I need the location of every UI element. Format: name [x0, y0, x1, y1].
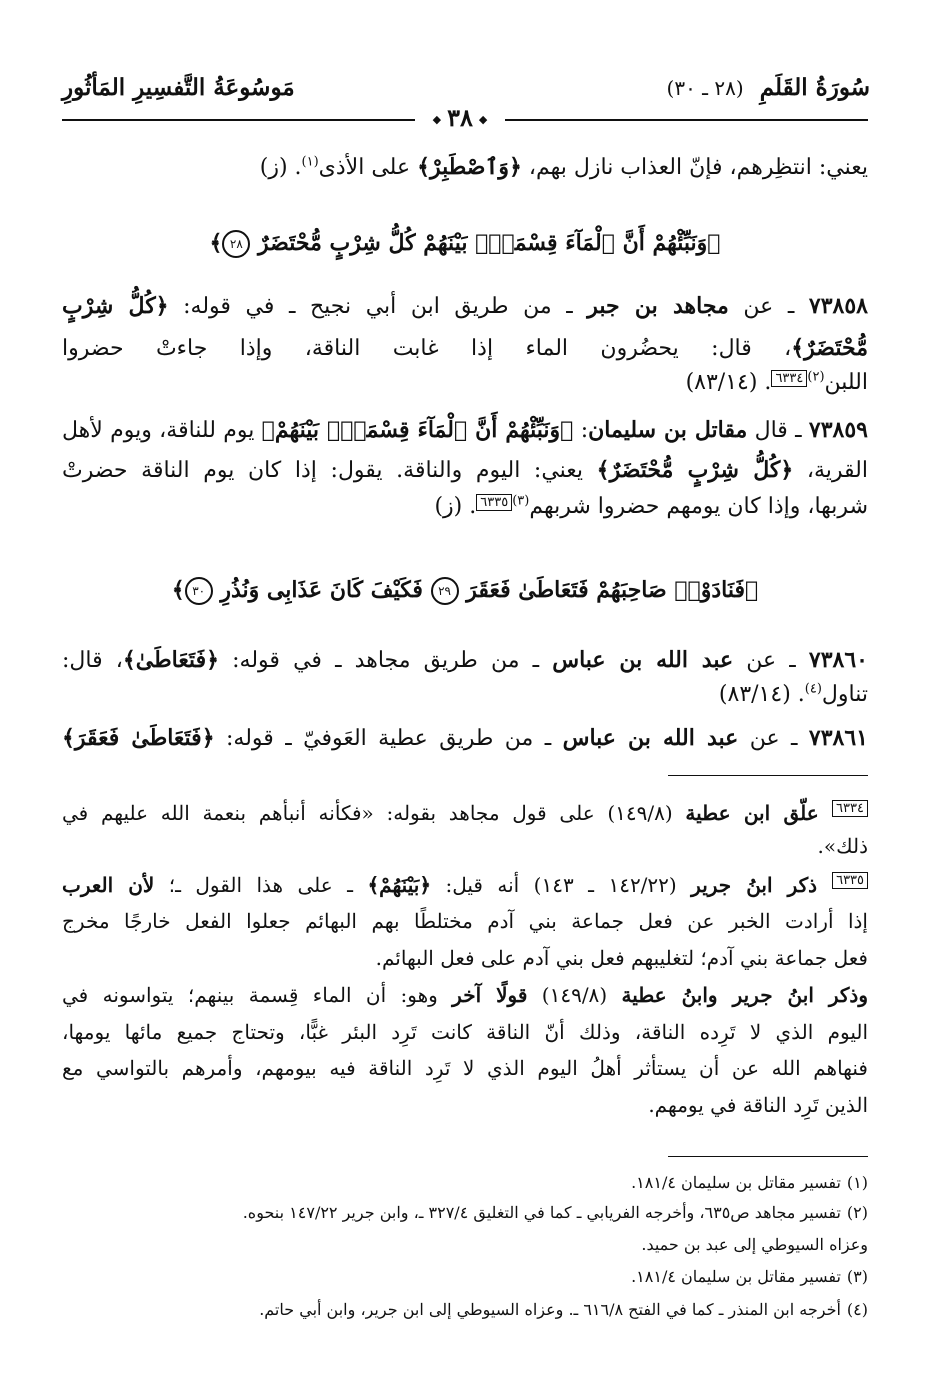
commentary-ref-box: ٦٣٣٥ — [476, 494, 512, 511]
text-run: على الأذى — [318, 155, 418, 180]
narrator-name: مقاتل بن سليمان — [588, 417, 748, 443]
footnote-2 — [62, 1200, 868, 1226]
quran-quote: مُّحْتَضَرٌ﴾ — [791, 335, 868, 361]
commentary-6335-line6 — [62, 1053, 868, 1083]
hadith-73858-line2 — [62, 333, 868, 364]
commentary-6335-line1 — [62, 870, 868, 900]
hadith-73861-line1 — [62, 723, 868, 754]
quran-quote: ﴿فَتَعَاطَىٰ فَعَقَرَ﴾ — [62, 725, 215, 751]
footnote-text: أخرجه ابن المنذر ـ كما في الفتح ٦١٦/٨ ـ. وعزاه السيوطي إلى ابن جرير، وابن أبي حاتم. — [259, 1300, 841, 1319]
commentary-6335-line3 — [62, 943, 868, 973]
hadith-73859-line2 — [62, 455, 868, 486]
quran-quote: ﴿بَيْنَهُمْ﴾ — [367, 873, 432, 897]
verse-text: ﴿وَنَبِّئْهُمْ أَنَّ ٱلْمَآءَ قِسْمَةُۢ بَيْنَهُمْ كُلُّ شِرْبٍ مُّحْتَضَرٌ — [258, 230, 721, 256]
text-run: ذلك». — [817, 834, 868, 858]
text-run: ـ قال — [747, 418, 809, 443]
hadith-73859-line1 — [62, 415, 868, 446]
text-run: لأن العرب — [62, 873, 155, 897]
text-run: ، قال: — [62, 648, 123, 673]
running-header-book-title: مَوسُوعَةُ التَّفسِيرِ المَأثُورِ — [62, 74, 295, 101]
hadith-73859-line3 — [62, 492, 868, 522]
commentary-ref-box: ٦٣٣٥ — [832, 872, 868, 889]
source-ref: . (٨٣/١٤) — [718, 682, 805, 707]
text-run: ـ من طريق مجاهد ـ في قوله: — [218, 648, 553, 673]
text-run: قولًا آخر — [452, 983, 528, 1007]
commentary-6335-line4 — [62, 980, 868, 1010]
text-run: ـ عن — [728, 294, 809, 319]
ayah-marker: ٣٠ — [185, 577, 213, 605]
text-run: يوم للناقة، ويوم لأهل — [62, 418, 262, 443]
verse-text: ﴿فَنَادَوْا۟ صَاحِبَهُمْ فَتَعَاطَىٰ فَعَقَرَ — [466, 577, 759, 603]
source-ref: . (٨٣/١٤) — [685, 370, 772, 395]
text-run: ، قال: يحضُرون الماء إذا غابت الناقة، وإذا جاءتْ حضروا — [62, 336, 792, 361]
text-line — [62, 152, 868, 183]
quran-quote: ﴿كُلُّ شِرْبٍ مُّحْتَضَرٌ﴾ — [596, 457, 794, 483]
text-run: ـ على هذا القول ـ؛ — [154, 873, 368, 897]
quran-quote: ﴿وَٱصْطَبِرْ﴾ — [417, 154, 522, 180]
commentary-separator — [668, 775, 868, 776]
text-run: تناول — [821, 682, 868, 707]
hadith-73860-line1 — [62, 645, 868, 676]
entry-number: ٧٣٨٦٠ — [808, 647, 868, 673]
footnote-text: تفسير مقاتل بن سليمان ١٨١/٤. — [631, 1267, 841, 1286]
verse-close: ﴾ — [171, 577, 185, 603]
text-run: الذين تَرِد الناقة في يومهم. — [648, 1093, 868, 1117]
footnote-3 — [62, 1264, 868, 1290]
text-run: . (ز) — [259, 155, 302, 180]
narrator-name: عبد الله بن عباس — [562, 725, 739, 751]
text-run: ـ من طريق عطية العَوفيّ ـ قوله: — [214, 726, 563, 751]
footnote-text: تفسير مجاهد ص٦٣٥، وأخرجه الفريابي ـ كما في التغليق ٣٢٧/٤ ـ، وابن جرير ١٤٧/٢٢ بنحوه. — [242, 1203, 841, 1222]
surah-title: سُورَةُ القَلَمِ — [759, 74, 870, 101]
commentary-6335-line2 — [62, 906, 868, 936]
footnote-ref: (١) — [301, 154, 319, 170]
footnote-number: (٣) — [846, 1267, 868, 1286]
entry-number: ٧٣٨٦١ — [808, 725, 868, 751]
source-ref: . (ز) — [434, 494, 477, 519]
text-run: (١٤٩/٨) على قول مجاهد بقوله: «فكأنه أنبأهم بنعمة الله عليهم في — [62, 801, 686, 825]
text-run: : — [573, 418, 589, 443]
text-run: اليوم الذي لا تَرِده الناقة، وذلك أنّ الناقة كانت تَرِد البئر غبًّا، وتحتاج جميع مائها يومها، — [62, 1020, 869, 1044]
text-run: شربها، وإذا كان يومهم حضروا شربهم — [529, 494, 868, 519]
footnote-text: تفسير مقاتل بن سليمان ١٨١/٤. — [631, 1173, 841, 1192]
footnote-number: (٢) — [846, 1203, 868, 1222]
commentary-ref-box: ٦٣٣٤ — [832, 800, 868, 817]
ayah-marker: ٢٨ — [222, 230, 250, 258]
ayah-marker: ٢٩ — [431, 577, 459, 605]
running-header-surah — [667, 74, 870, 101]
text-run: وهو: أن الماء قِسمة بينهم؛ يتواسونه في — [62, 983, 453, 1007]
quran-quote: ﴿وَنَبِّئْهُمْ أَنَّ ٱلْمَآءَ قِسْمَةُۢ بَيْنَهُمْ﴾ — [261, 417, 574, 443]
footnote-4 — [62, 1297, 868, 1323]
narrator-name: مجاهد بن جبر — [587, 293, 729, 319]
verse-block-29-30 — [62, 575, 868, 605]
text-run: القرية، — [793, 458, 868, 483]
footnote-number: (١) — [846, 1173, 868, 1192]
text-run: ذكر — [772, 873, 833, 897]
text-run: ـ من طريق ابن أبي نجيح ـ في قوله: — [168, 294, 588, 319]
text-run: اللبن — [824, 370, 868, 395]
text-run: (١٤٩/٨) — [527, 983, 622, 1007]
entry-number: ٧٣٨٥٩ — [808, 417, 868, 443]
narrator-name: عبد الله بن عباس — [552, 647, 734, 673]
footnote-text: وعزاه السيوطي إلى عبد بن حميد. — [641, 1235, 868, 1254]
verse-range: (٢٨ ـ ٣٠) — [666, 76, 744, 100]
footnote-number: (٤) — [846, 1300, 868, 1319]
verse-close: ﴾ — [209, 230, 223, 256]
commentary-6335-line5 — [62, 1017, 868, 1047]
footnote-ref: (٢) — [807, 369, 825, 385]
quran-quote: ﴿كُلُّ شِرْبٍ — [62, 293, 169, 319]
text-run: فنهاهم الله عن أن يستأثر أهلُ اليوم الذي لا تَرِد الناقة فيه بيومهم، وأمرهم بالتواسي مع — [62, 1056, 868, 1080]
footnote-ref: (٣) — [512, 493, 530, 509]
verse-block-28 — [62, 228, 868, 258]
text-run: وذكر — [813, 983, 868, 1007]
footnote-2-line2 — [62, 1232, 868, 1258]
footnote-1 — [62, 1170, 868, 1196]
scholar-name: ابنُ جرير — [691, 873, 773, 897]
commentary-ref-box: ٦٣٣٤ — [771, 370, 807, 387]
text-run: إذا أرادت الخبر عن فعل جماعة بني آدم مختلطًا بهم البهائم جعلوا الفعل خارجًا مخرج — [62, 909, 868, 933]
hadith-73858-line1 — [62, 291, 868, 322]
commentary-6335-line7 — [62, 1090, 868, 1120]
footnote-ref: (٤) — [804, 681, 822, 697]
page-number: ◆ ٣٨ ◆ — [415, 103, 505, 133]
text-run: يعني: انتظِرهم، فإنّ العذاب نازل بهم، — [521, 155, 868, 180]
commentary-6334-line2 — [62, 831, 868, 861]
text-run: يعني: اليوم والناقة. يقول: إذا كان يوم الناقة حضرتْ — [62, 458, 597, 483]
text-run: ـ عن — [733, 648, 809, 673]
text-run: فعل جماعة بني آدم؛ لتغليبهم فعل بني آدم على فعل البهائم. — [375, 946, 868, 970]
text-run: ـ عن — [738, 726, 809, 751]
hadith-73858-line3 — [62, 368, 868, 398]
verse-text: فَكَيْفَ كَانَ عَذَابِى وَنُذُرِ — [220, 577, 423, 603]
hadith-73860-line2 — [62, 680, 868, 710]
scholar-name: ابن عطية — [685, 801, 771, 825]
footnote-separator — [668, 1156, 868, 1157]
scholar-name: ابنُ جرير وابنُ عطية — [621, 983, 814, 1007]
commentary-6334-line1 — [62, 798, 868, 828]
text-run: (١٤٢/٢٢ ـ ١٤٣) أنه قيل: — [431, 873, 692, 897]
quran-quote: ﴿فَتَعَاطَىٰ﴾ — [122, 647, 219, 673]
text-run: علّق — [770, 801, 833, 825]
entry-number: ٧٣٨٥٨ — [808, 293, 868, 319]
